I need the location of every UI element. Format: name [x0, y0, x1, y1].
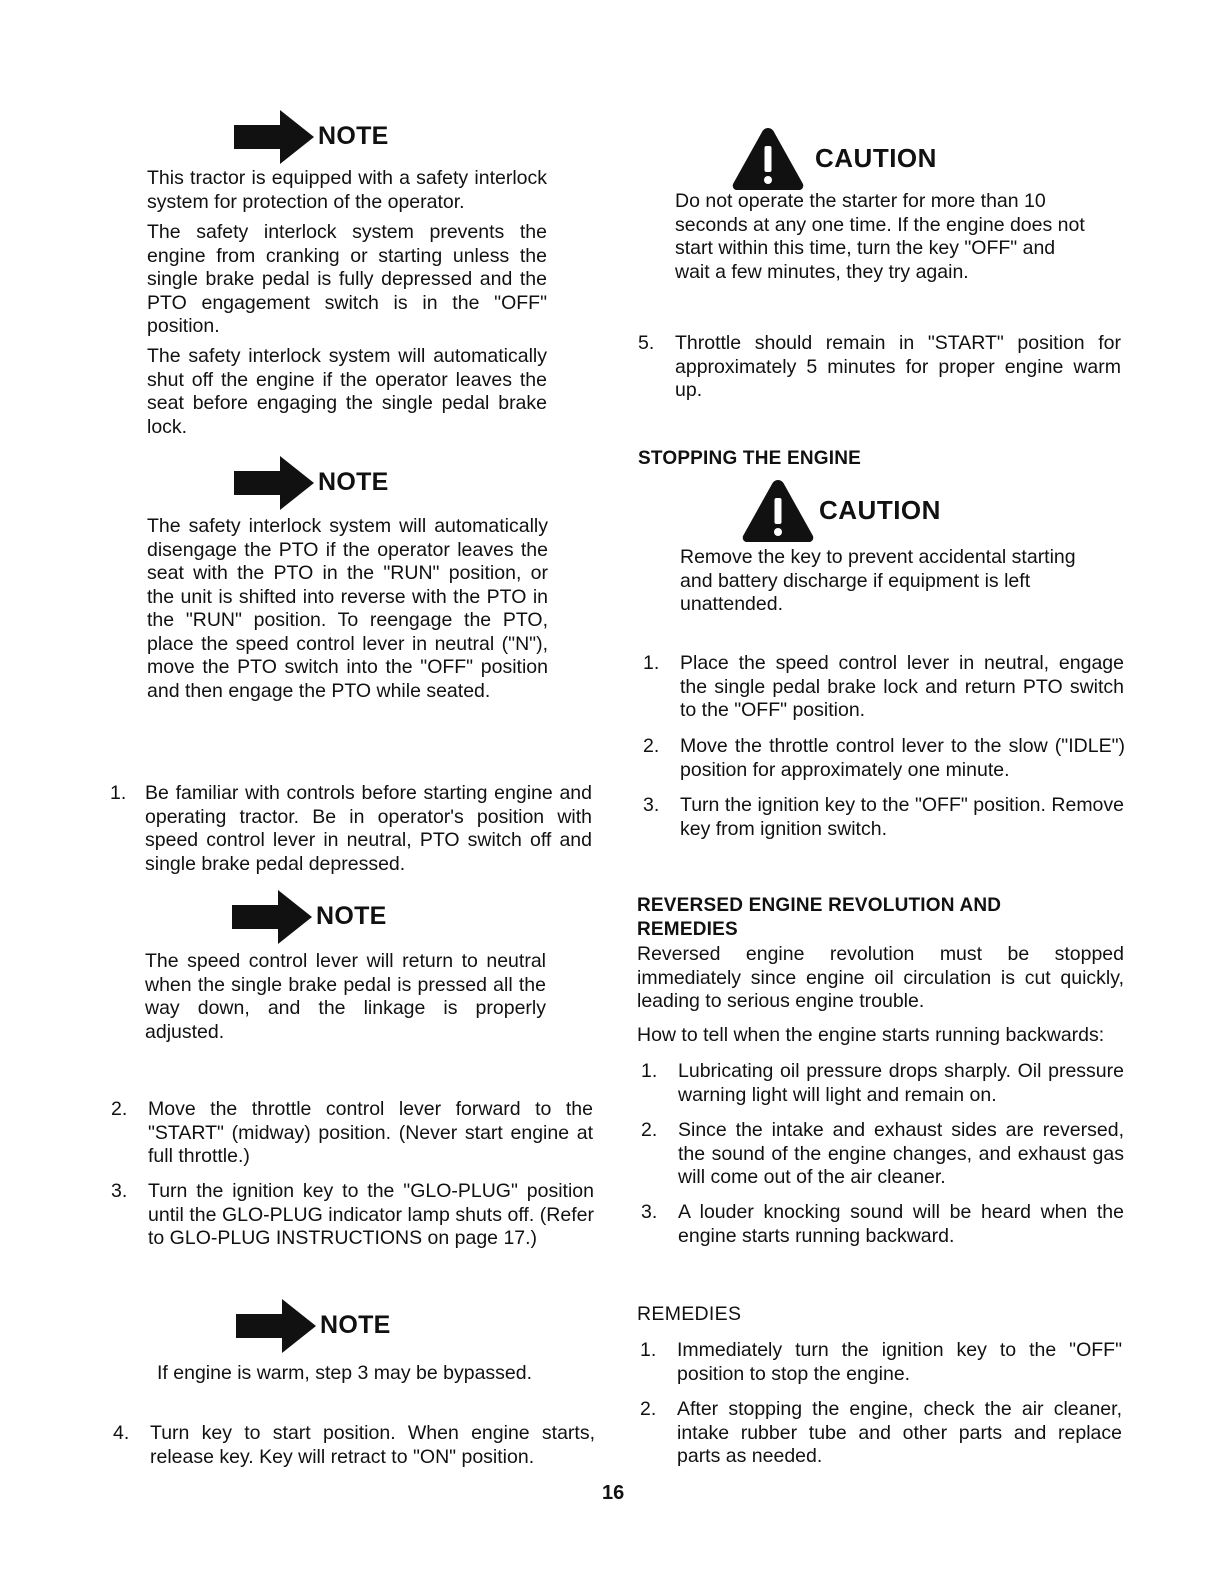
arrow-right-icon	[232, 890, 312, 944]
list-text: Since the intake and exhaust sides are reversed, the sound of the engine changes, and exhaust gas will come out of the air cleaner.	[678, 1119, 1124, 1188]
list-number: 3.	[641, 1201, 658, 1223]
note-text: The safety interlock system will automatically shut off the engine if the operator leaves the seat before engaging the single pedal brake lock.	[147, 345, 547, 438]
caution-label: CAUTION	[819, 495, 941, 526]
step-text: Turn the ignition key to the "GLO-PLUG" position until the GLO-PLUG indicator lamp shuts off. (Refer to GLO-PLUG INSTRUCTIONS on page 17.)	[148, 1180, 594, 1249]
caution-heading	[731, 126, 937, 192]
note-label: NOTE	[320, 1311, 391, 1340]
step-number: 4.	[113, 1422, 130, 1444]
note-text: If engine is warm, step 3 may be bypassed.	[157, 1362, 533, 1384]
note-text: The speed control lever will return to neutral when the single brake pedal is pressed all the way down, and the linkage is properly adjusted.	[145, 950, 546, 1043]
section-heading-line: REVERSED ENGINE REVOLUTION AND	[637, 895, 1002, 916]
step-number: 1.	[110, 782, 127, 804]
list-text: A louder knocking sound will be heard when the engine starts running backward.	[678, 1201, 1124, 1247]
step-number: 1.	[643, 652, 660, 674]
caution-heading	[741, 478, 941, 544]
caution-text: Remove the key to prevent accidental starting and battery discharge if equipment is left unattended.	[680, 546, 1076, 615]
list-number: 2.	[640, 1398, 657, 1420]
arrow-right-icon	[236, 1299, 316, 1353]
note-heading	[234, 110, 389, 164]
section-heading-line: REMEDIES	[637, 918, 738, 940]
note-text: The safety interlock system will automatically disengage the PTO if the operator leaves the seat with the PTO in the "RUN" position, or the unit is shifted into reverse with the PTO in the "RUN" position. To reengage the PTO, place the speed control lever in neutral ("N"), move the PTO switch into the "OFF" position and then engage the PTO while seated.	[147, 515, 548, 702]
step-number: 2.	[111, 1098, 128, 1120]
step-text: Turn key to start position. When engine starts, release key. Key will retract to "ON" position.	[150, 1422, 595, 1468]
warning-triangle-icon	[731, 126, 805, 192]
section-subheading: How to tell when the engine starts running backwards:	[637, 1024, 1105, 1046]
list-number: 1.	[640, 1339, 657, 1361]
note-heading	[232, 890, 387, 944]
step-text: Move the throttle control lever forward to the "START" (midway) position. (Never start engine at full throttle.)	[148, 1098, 593, 1167]
step-number: 2.	[643, 735, 660, 757]
caution-text: Do not operate the starter for more than 10 seconds at any one time. If the engine does not start within this time, turn the key "OFF" and wait a few minutes, they try again.	[675, 190, 1085, 283]
list-text: Lubricating oil pressure drops sharply. Oil pressure warning light will light and remain on.	[678, 1060, 1124, 1106]
section-heading: REMEDIES	[637, 1303, 742, 1325]
arrow-right-icon	[234, 456, 314, 510]
note-text: The safety interlock system prevents the engine from cranking or starting unless the single brake pedal is fully depressed and the PTO engagement switch is in the "OFF" position.	[147, 221, 547, 337]
section-heading: STOPPING THE ENGINE	[638, 448, 862, 469]
step-number: 5.	[638, 332, 655, 354]
note-heading	[236, 1299, 391, 1353]
caution-label: CAUTION	[815, 143, 937, 174]
note-heading	[234, 456, 389, 510]
step-text: Place the speed control lever in neutral, engage the single pedal brake lock and return PTO switch to the "OFF" position.	[680, 652, 1124, 721]
note-label: NOTE	[318, 468, 389, 497]
section-intro: Reversed engine revolution must be stopped immediately since engine oil circulation is cut quickly, leading to serious engine trouble.	[637, 943, 1124, 1012]
note-label: NOTE	[316, 902, 387, 931]
list-number: 2.	[641, 1119, 658, 1141]
step-text: Throttle should remain in "START" position for approximately 5 minutes for proper engine warm up.	[675, 332, 1121, 401]
list-text: Immediately turn the ignition key to the "OFF" position to stop the engine.	[677, 1339, 1122, 1385]
warning-triangle-icon	[741, 478, 815, 544]
section-heading	[637, 894, 1001, 941]
step-number: 3.	[643, 794, 660, 816]
list-number: 1.	[641, 1060, 658, 1082]
page-number: 16	[602, 1482, 625, 1504]
step-number: 3.	[111, 1180, 128, 1202]
step-text: Be familiar with controls before starting engine and operating tractor. Be in operator's position with speed control lever in neutral, PTO switch off and single brake pedal depressed.	[145, 782, 592, 875]
arrow-right-icon	[234, 110, 314, 164]
note-text: This tractor is equipped with a safety interlock system for protection of the operator.	[147, 167, 547, 213]
step-text: Turn the ignition key to the "OFF" position. Remove key from ignition switch.	[680, 794, 1124, 840]
note-label: NOTE	[318, 122, 389, 151]
list-text: After stopping the engine, check the air cleaner, intake rubber tube and other parts and replace parts as needed.	[677, 1398, 1122, 1467]
step-text: Move the throttle control lever to the slow ("IDLE") position for approximately one minute.	[680, 735, 1125, 781]
